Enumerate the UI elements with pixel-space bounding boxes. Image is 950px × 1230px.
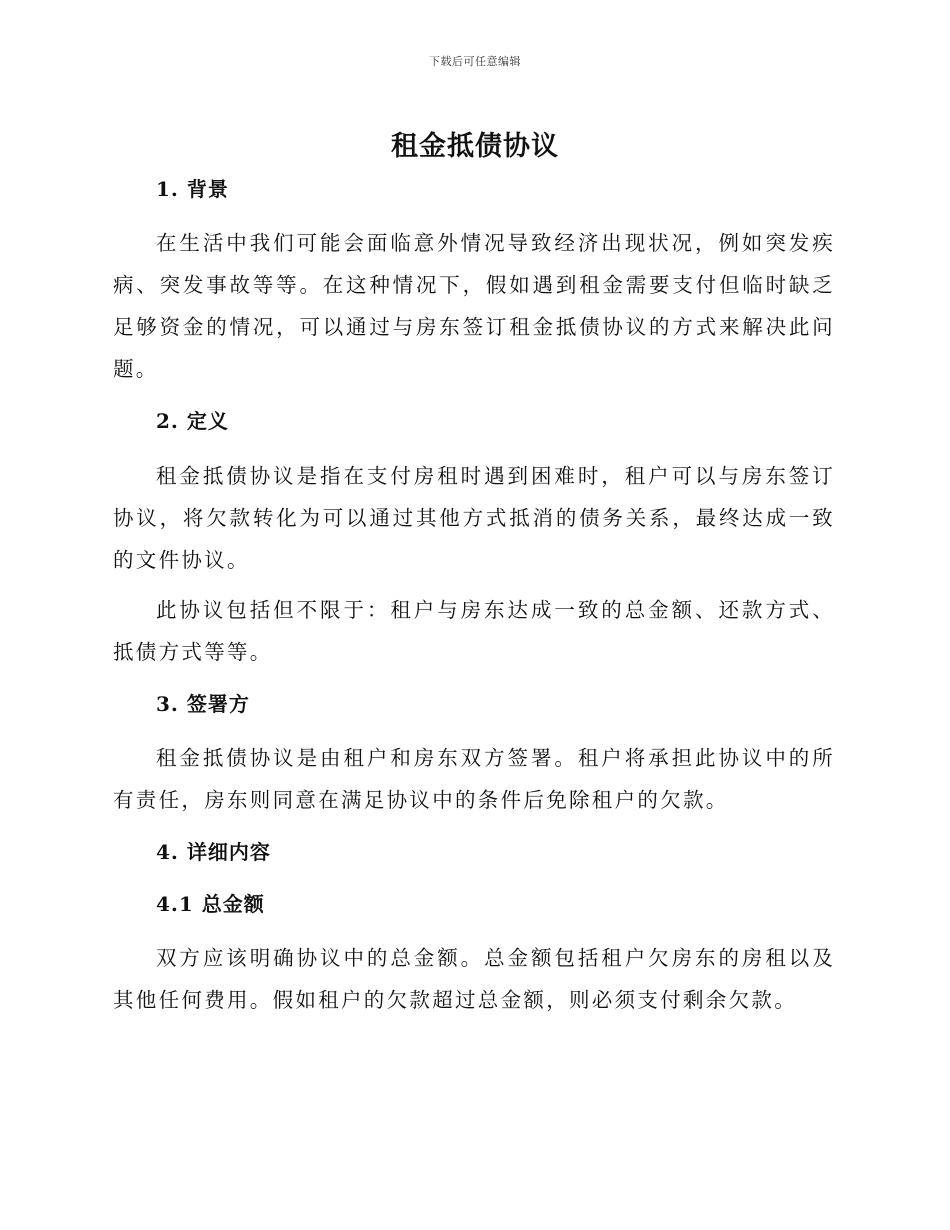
section-heading-total-amount: 4.1 总金额: [156, 892, 265, 916]
section-heading-background: 1. 背景: [156, 177, 229, 201]
paragraph-definition-scope: 此协议包括但不限于：租户与房东达成一致的总金额、还款方式、抵债方式等等。: [113, 598, 835, 664]
section-heading-definition: 2. 定义: [156, 409, 229, 433]
document-title: 租金抵债协议: [391, 131, 559, 162]
paragraph-signatories: 租金抵债协议是由租户和房东双方签署。租户将承担此协议中的所有责任，房东则同意在满足协议中的条件后免除租户的欠款。: [113, 746, 835, 812]
section-definition: [113, 404, 835, 673]
paragraph-total-amount: 双方应该明确协议中的总金额。总金额包括租户欠房东的房租以及其他任何费用。假如租户的欠款超过总金额，则必须支付剩余欠款。: [113, 946, 835, 1012]
section-heading-signatories: 3. 签署方: [156, 692, 250, 716]
section-details: [113, 835, 835, 869]
section-heading-details: 4. 详细内容: [156, 840, 271, 864]
paragraph-definition: 租金抵债协议是指在支付房租时遇到困难时，租户可以与房东签订协议，将欠款转化为可以通过其他方式抵消的债务关系，最终达成一致的文件协议。: [113, 464, 835, 572]
paragraph-background: 在生活中我们可能会面临意外情况导致经济出现状况，例如突发疾病、突发事故等等。在这种情况下，假如遇到租金需要支付但临时缺乏足够资金的情况，可以通过与房东签订租金抵债协议的方式来解决此问题。: [113, 231, 835, 381]
document-body: [113, 172, 835, 1021]
section-signatories: [113, 687, 835, 821]
section-background: [113, 172, 835, 390]
header-note: 下载后可任意编辑: [429, 55, 521, 68]
section-total-amount: [113, 887, 835, 1021]
